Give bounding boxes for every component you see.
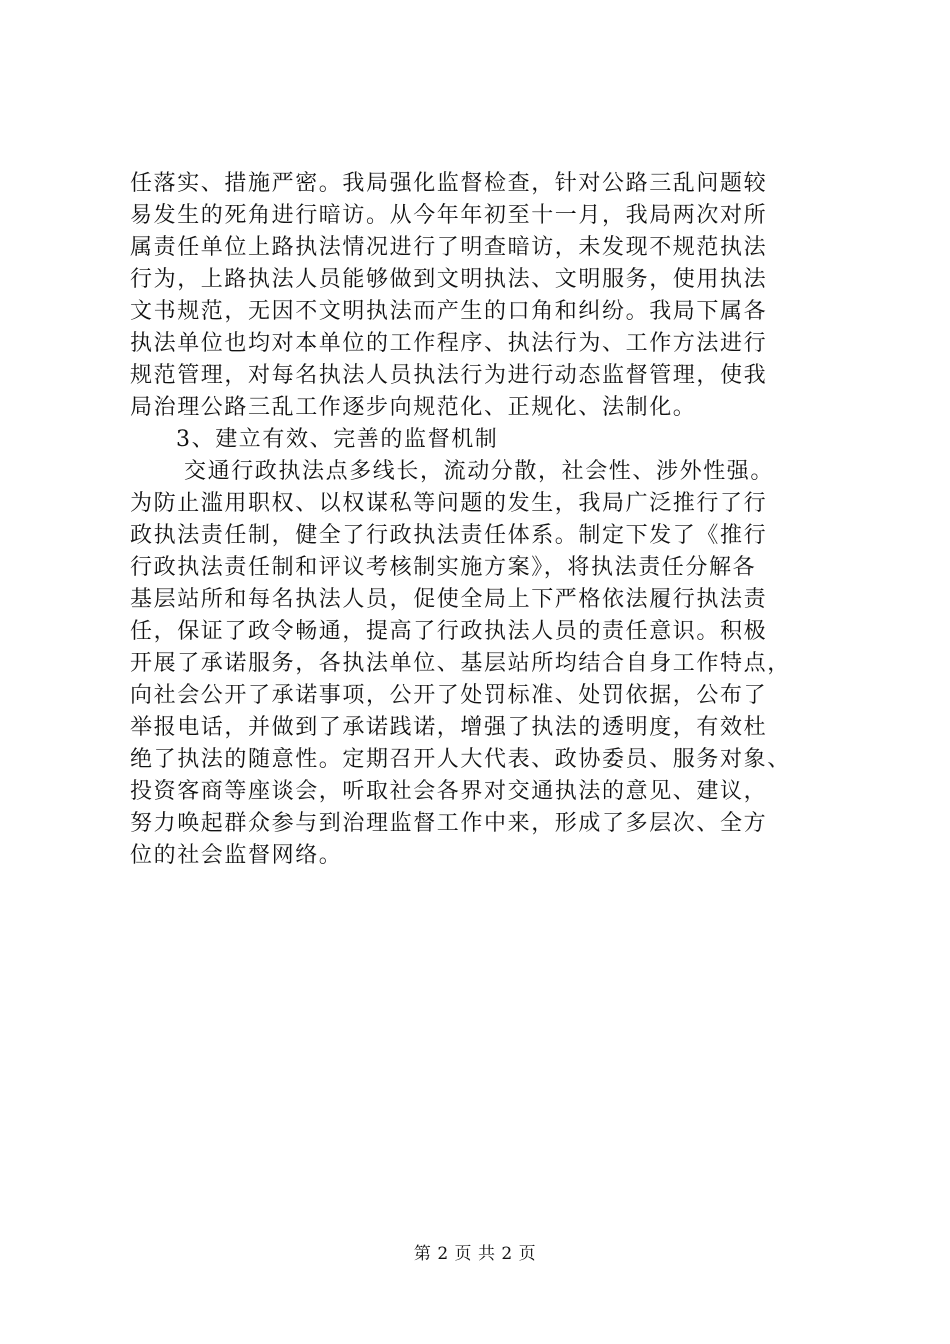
paragraph-2-line: 位的社会监督网络。 xyxy=(130,843,343,868)
paragraph-1-line: 属责任单位上路执法情况进行了明查暗访，未发现不规范执法 xyxy=(130,235,768,260)
paragraph-1-line: 规范管理，对每名执法人员执法行为进行动态监督管理，使我 xyxy=(130,363,768,388)
paragraph-2-line: 交通行政执法点多线长，流动分散，社会性、涉外性强。 xyxy=(184,459,775,484)
paragraph-2-line: 行政执法责任制和评议考核制实施方案》，将执法责任分解各 xyxy=(130,555,757,580)
paragraph-2-line: 基层站所和每名执法人员，促使全局上下严格依法履行执法责 xyxy=(130,587,768,612)
document-body xyxy=(130,168,830,872)
paragraph-1-line: 任落实、措施严密。我局强化监督检查，针对公路三乱问题较 xyxy=(130,171,768,196)
page-number-footer: 第 2 页 共 2 页 xyxy=(413,1244,537,1264)
paragraph-2-line: 绝了执法的随意性。定期召开人大代表、政协委员、服务对象、 xyxy=(130,747,791,772)
paragraph-1-line: 易发生的死角进行暗访。从今年年初至十一月，我局两次对所 xyxy=(130,203,768,228)
paragraph-2-line: 举报电话，并做到了承诺践诺，增强了执法的透明度，有效杜 xyxy=(130,715,768,740)
section-heading: 3、建立有效、完善的监督机制 xyxy=(176,427,499,452)
paragraph-1-line: 执法单位也均对本单位的工作程序、执法行为、工作方法进行 xyxy=(130,331,768,356)
paragraph-2-line: 努力唤起群众参与到治理监督工作中来，形成了多层次、全方 xyxy=(130,811,768,836)
paragraph-1-line: 局治理公路三乱工作逐步向规范化、正规化、法制化。 xyxy=(130,395,697,420)
paragraph-1-line: 行为，上路执法人员能够做到文明执法、文明服务，使用执法 xyxy=(130,267,768,292)
paragraph-2-line: 任，保证了政令畅通，提高了行政执法人员的责任意识。积极 xyxy=(130,619,768,644)
paragraph-2-line: 开展了承诺服务，各执法单位、基层站所均结合自身工作特点， xyxy=(130,651,791,676)
paragraph-2-line: 向社会公开了承诺事项，公开了处罚标准、处罚依据，公布了 xyxy=(130,683,768,708)
paragraph-2-line: 为防止滥用职权、以权谋私等问题的发生，我局广泛推行了行 xyxy=(130,491,768,516)
paragraph-1-line: 文书规范，无因不文明执法而产生的口角和纠纷。我局下属各 xyxy=(130,299,768,324)
paragraph-2-line: 投资客商等座谈会，听取社会各界对交通执法的意见、建议， xyxy=(130,779,768,804)
paragraph-2-line: 政执法责任制，健全了行政执法责任体系。制定下发了《推行 xyxy=(130,523,768,548)
